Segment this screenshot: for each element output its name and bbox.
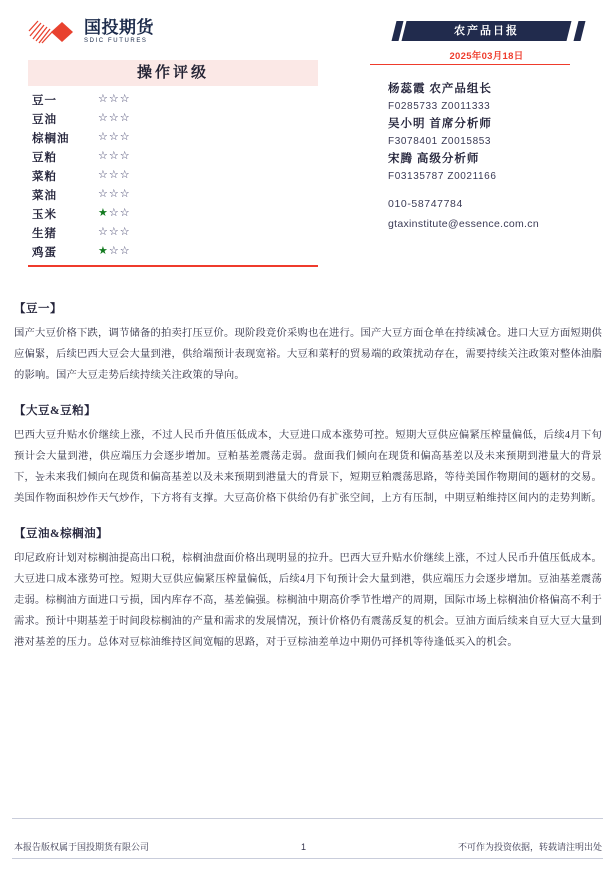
star-empty-icon: ☆ xyxy=(119,207,131,219)
star-empty-icon: ☆ xyxy=(108,245,120,257)
star-empty-icon: ☆ xyxy=(98,188,109,200)
logo-name-en: SDIC FUTURES xyxy=(84,38,148,44)
rating-commodity-name: 豆一 xyxy=(32,94,57,107)
rating-commodity-name: 豆粕 xyxy=(32,151,57,164)
rating-stars xyxy=(98,204,131,223)
banner-edge-right xyxy=(574,21,586,41)
star-empty-icon: ☆ xyxy=(98,93,109,105)
company-logo xyxy=(28,17,154,47)
rating-stars xyxy=(98,90,131,109)
star-empty-icon: ☆ xyxy=(108,112,120,124)
contacts-spacer xyxy=(388,185,608,194)
rating-row xyxy=(28,204,318,223)
rating-stars xyxy=(98,147,131,166)
star-empty-icon: ☆ xyxy=(108,207,120,219)
star-empty-icon: ☆ xyxy=(98,150,109,162)
analyst-2-name: 吴小明 首席分析师 xyxy=(388,118,492,130)
rating-row xyxy=(28,147,318,166)
page-footer xyxy=(14,840,602,853)
report-date: 2025年03月18日 xyxy=(449,51,524,62)
banner-title: 农产品日报 xyxy=(454,25,519,37)
logo-name-cn: 国投期货 xyxy=(84,18,154,37)
report-body xyxy=(14,300,602,669)
rating-stars xyxy=(98,223,131,242)
star-empty-icon: ☆ xyxy=(98,131,109,143)
star-empty-icon: ☆ xyxy=(108,131,120,143)
star-empty-icon: ☆ xyxy=(108,188,120,200)
star-filled-icon: ★ xyxy=(98,207,109,219)
star-empty-icon: ☆ xyxy=(108,226,120,238)
report-section xyxy=(14,402,602,509)
star-empty-icon: ☆ xyxy=(119,188,131,200)
analyst-1-codes: F0285733 Z0011333 xyxy=(388,101,491,112)
rating-stars xyxy=(98,242,131,261)
rating-row xyxy=(28,223,318,242)
footer-divider-bottom xyxy=(12,858,603,859)
star-empty-icon: ☆ xyxy=(119,93,131,105)
analyst-1-name: 杨蕊霞 农产品组长 xyxy=(388,83,492,95)
sdic-diamond-logo-icon xyxy=(28,19,80,45)
footer-divider-top xyxy=(12,818,603,819)
report-section xyxy=(14,525,602,653)
star-empty-icon: ☆ xyxy=(119,150,131,162)
star-empty-icon: ☆ xyxy=(119,169,131,181)
rating-panel-divider xyxy=(28,265,318,267)
section-title: 【豆油&棕榈油】 xyxy=(14,528,109,540)
section-body: 国产大豆价格下跌，调节储备的拍卖打压豆价。现阶段竞价采购也在进行。国产大豆方面仓单在持续减仓。进口大豆方面短期供应偏緊，后续巴西大豆会大量到港，供给端预计表现宽裕。大豆和菜籽的贸易端的政策扰动存在，需要持续关注政策对整体油脂的影响。国产大豆走势后续持续关注政策的导向。 xyxy=(14,328,602,381)
section-title: 【豆一】 xyxy=(14,303,62,315)
footer-copyright: 本报告版权属于国投期货有限公司 xyxy=(14,842,150,852)
rating-row xyxy=(28,128,318,147)
star-empty-icon: ☆ xyxy=(108,93,120,105)
contact-email[interactable]: gtaxinstitute@essence.com.cn xyxy=(388,218,539,230)
rating-stars xyxy=(98,185,131,204)
rating-panel xyxy=(28,60,318,267)
star-filled-icon: ★ xyxy=(98,245,109,257)
rating-commodity-name: 菜粕 xyxy=(32,170,57,183)
star-empty-icon: ☆ xyxy=(119,131,131,143)
star-empty-icon: ☆ xyxy=(98,226,109,238)
star-empty-icon: ☆ xyxy=(98,112,109,124)
analyst-2-codes: F3078401 Z0015853 xyxy=(388,136,492,147)
rating-row xyxy=(28,166,318,185)
rating-stars xyxy=(98,128,131,147)
rating-row xyxy=(28,90,318,109)
analyst-3-name: 宋腾 高级分析师 xyxy=(388,153,480,165)
rating-commodity-name: 生猪 xyxy=(32,227,57,240)
rating-commodity-name: 豆油 xyxy=(32,113,57,126)
contact-phone: 010-58747784 xyxy=(388,198,463,210)
rating-stars xyxy=(98,109,131,128)
rating-row xyxy=(28,185,318,204)
star-empty-icon: ☆ xyxy=(98,169,109,181)
star-empty-icon: ☆ xyxy=(119,245,131,257)
analyst-3-codes: F03135787 Z0021166 xyxy=(388,171,497,182)
star-empty-icon: ☆ xyxy=(119,226,131,238)
section-body: 印尼政府计划对棕榈油提高出口税，棕榈油盘面价格出现明显的拉升。巴西大豆升贴水价继续上涨，不过人民币升值压低成本。大豆进口成本涨势可控。短期大豆供应偏紧压榨量偏低，后续4月下旬预计会大量到港，供应端压力会逐步增加。豆油基差震荡走弱。棕榈油方面进口亏损，国内库存不高，基差偏强。棕榈油中期高价季节性增产的周期，国际市场上棕榈油价格偏高不利于需求。预计中期基差于时间段棕榈油的产量和需求的发展情况，预计价格仍有震荡反复的机会。豆油方面后续来自豆大豆大量到港对基差的压力。总体对豆棕油维持区间宽幅的思路，对于豆棕油差单边中期仍可择机等待逢低买入的机会。 xyxy=(14,553,602,648)
report-section xyxy=(14,300,602,386)
logo-wordmark xyxy=(84,19,154,45)
rating-commodity-name: 鸡蛋 xyxy=(32,246,57,259)
rating-commodity-name: 玉米 xyxy=(32,208,57,221)
rating-stars xyxy=(98,166,131,185)
rating-commodity-name: 菜油 xyxy=(32,189,57,202)
section-body: 巴西大豆升贴水价继续上涨，不过人民币升值压低成本，大豆进口成本涨势可控。短期大豆供应偏紧压榨量偏低，后续4月下旬预计会大量到港，供应端压力会逐步增加。豆粕基差震荡走弱。盘面我们倾向在现货和偏高基差以及未来预期到港量大的背景下，높未来我们倾向在现货和偏高基差以及未来预期到港量大的背景下，短期豆粕震荡思路，等待美国作物期间的题材的交易。美国作物面积炒作天气炒作，下方将有支撑。大豆高价格下供给仍有扩张空间，上方有压制，中期豆粕维持区间内的走势判断。 xyxy=(14,430,602,504)
rating-row xyxy=(28,242,318,261)
star-empty-icon: ☆ xyxy=(108,169,120,181)
rating-panel-title: 操作评级 xyxy=(28,60,318,86)
date-divider xyxy=(370,64,570,65)
footer-disclaimer: 不可作为投资依据，转载请注明出处 xyxy=(457,842,602,852)
section-title: 【大豆&豆粕】 xyxy=(14,405,97,417)
star-empty-icon: ☆ xyxy=(119,112,131,124)
rating-row-list xyxy=(28,86,318,261)
rating-row xyxy=(28,109,318,128)
star-empty-icon: ☆ xyxy=(108,150,120,162)
footer-page-number: 1 xyxy=(300,841,306,852)
contacts-block xyxy=(388,80,608,234)
rating-commodity-name: 棕榈油 xyxy=(32,132,70,145)
report-header xyxy=(0,0,615,280)
